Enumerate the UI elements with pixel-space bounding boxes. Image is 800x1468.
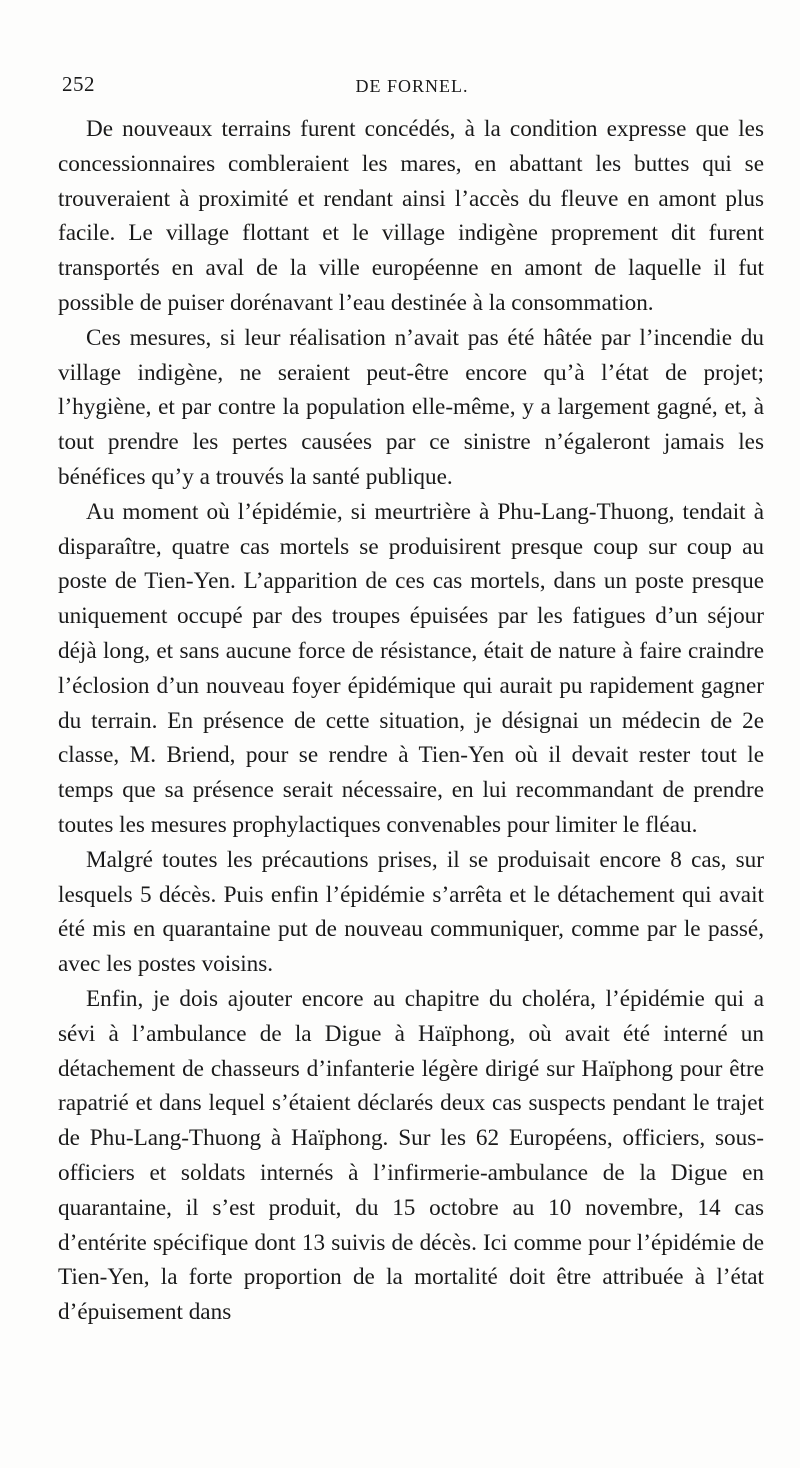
paragraph: Malgré toutes les précautions prises, il se produisait encore 8 cas, sur lesquels 5 décès. Puis enfin l’épidémie s’arrêta et le détachement qui avait été mis en quarantaine put de nouveau communiquer, comme par le passé, avec les postes voisins. <box>58 846 764 978</box>
paragraph: Au moment où l’épidémie, si meurtrière à Phu-Lang-Thuong, tendait à disparaître, quatre cas mortels se produisirent presque coup sur coup au poste de Tien-Yen. L’apparition de ces cas mortels, dans un poste presque uniquement occupé par des troupes épuisées par les fatigues d’un séjour déjà long, et sans aucune force de résistance, était de nature à faire craindre l’éclosion d’un nouveau foyer épidémique qui aurait pu rapidement gagner du terrain. En présence de cette situation, je désignai un médecin de 2e classe, M. Briend, pour se rendre à Tien-Yen où il devait rester tout le temps que sa présence serait nécessaire, en lui recommandant de prendre toutes les mesures prophylactiques convenables pour limiter le fléau. <box>58 498 764 838</box>
paragraph: Ces mesures, si leur réalisation n’avait pas été hâtée par l’incendie du village indigène, ne seraient peut-être encore qu’à l’état de projet; l’hygiène, et par contre la population elle-même, y a largement gagné, et, à tout prendre les pertes causées par ce sinistre n’égaleront jamais les bénéfices qu’y a trouvés la santé publique. <box>58 324 764 490</box>
paragraph: De nouveaux terrains furent concédés, à la condition expresse que les concessionnaires combleraient les mares, en abattant les buttes qui se trouveraient à proximité et rendant ainsi l’accès du fleuve en amont plus facile. Le village flottant et le village indigène proprement dit furent transportés en aval de la ville européenne en amont de laquelle il fut possible de puiser dorénavant l’eau destinée à la consommation. <box>58 116 764 316</box>
paragraph: Enfin, je dois ajouter encore au chapitre du choléra, l’épidémie qui a sévi à l’ambulance de la Digue à Haïphong, où avait été interné un détachement de chasseurs d’infanterie légère dirigé sur Haïphong pour être rapatrié et dans lequel s’étaient déclarés deux cas suspects pendant le trajet de Phu-Lang-Thuong à Haïphong. Sur les 62 Européens, officiers, sous-officiers et soldats internés à l’infirmerie-ambulance de la Digue en quarantaine, il s’est produit, du 15 octobre au 10 novembre, 14 cas d’entérite spécifique dont 13 suivis de décès. Ici comme pour l’épidémie de Tien-Yen, la forte proportion de la mortalité doit être attribuée à l’état d’épuisement dans <box>58 985 764 1326</box>
body-text <box>58 112 764 1330</box>
running-head: DE FORNEL. <box>355 76 469 96</box>
page-header <box>62 72 762 102</box>
page-number: 252 <box>62 72 95 96</box>
